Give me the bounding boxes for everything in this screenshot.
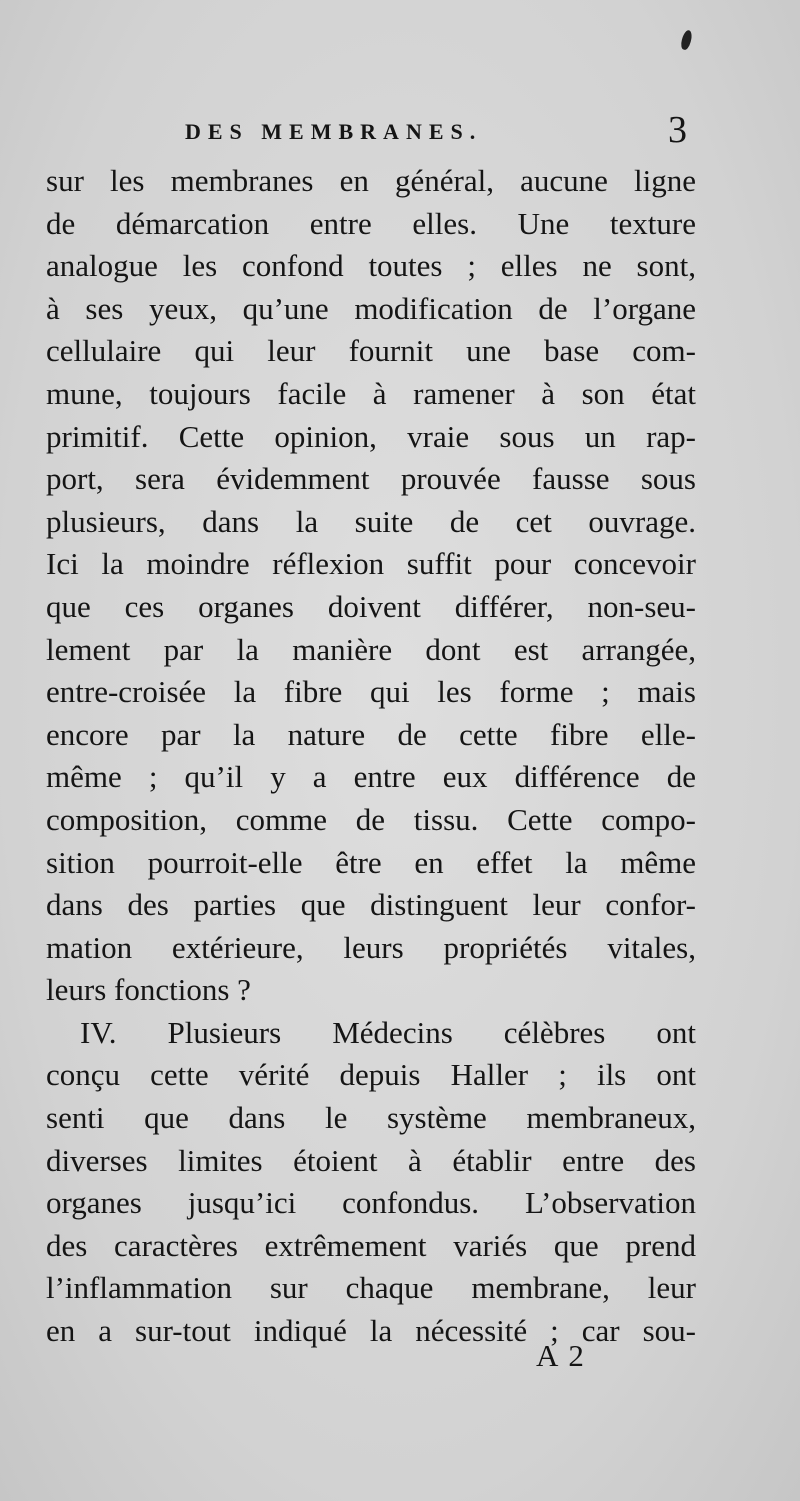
text-line: plusieurs, dans la suite de cet ouvrage. bbox=[46, 503, 696, 539]
text-line: mation extérieure, leurs propriétés vitales, bbox=[46, 929, 696, 965]
text-line: cellulaire qui leur fournit une base com- bbox=[46, 333, 696, 369]
text-line: à ses yeux, qu’une modification de l’organe bbox=[46, 290, 696, 326]
text-line: dans des parties que distinguent leur confor- bbox=[46, 887, 696, 923]
text-line: diverses limites étoient à établir entre des bbox=[46, 1142, 696, 1178]
text-line: en a sur-tout indiqué la nécessité ; car sou- bbox=[46, 1313, 696, 1349]
text-line: primitif. Cette opinion, vraie sous un rap- bbox=[46, 418, 696, 454]
text-line: sur les membranes en général, aucune ligne bbox=[46, 163, 696, 198]
ink-speck bbox=[680, 29, 694, 51]
page-number: 3 bbox=[668, 109, 687, 151]
text-line: même ; qu’il y a entre eux différence de bbox=[46, 759, 696, 795]
text-line: senti que dans le système membraneux, bbox=[46, 1100, 696, 1136]
text-line: encore par la nature de cette fibre elle- bbox=[46, 716, 696, 752]
text-line: leurs fonctions ? bbox=[46, 972, 251, 1008]
body-text bbox=[46, 160, 696, 1353]
text-line: analogue les confond toutes ; elles ne sont, bbox=[46, 248, 696, 284]
text-line: mune, toujours facile à ramener à son état bbox=[46, 375, 696, 411]
paragraph-start-line: IV. Plusieurs Médecins célèbres ont bbox=[80, 1014, 696, 1050]
text-line: de démarcation entre elles. Une texture bbox=[46, 205, 696, 241]
gathering-signature: A 2 bbox=[536, 1338, 586, 1373]
text-line: conçu cette vérité depuis Haller ; ils ont bbox=[46, 1057, 696, 1093]
text-line: l’inflammation sur chaque membrane, leur bbox=[46, 1270, 696, 1306]
text-line: entre-croisée la fibre qui les forme ; mais bbox=[46, 674, 696, 710]
text-line: des caractères extrêmement variés que prend bbox=[46, 1227, 696, 1263]
text-line: sition pourroit-elle être en effet la même bbox=[46, 844, 696, 880]
text-line: Ici la moindre réflexion suffit pour concevoir bbox=[46, 546, 696, 582]
text-line: lement par la manière dont est arrangée, bbox=[46, 631, 696, 667]
text-line: organes jusqu’ici confondus. L’observation bbox=[46, 1185, 696, 1221]
running-title: DES MEMBRANES. bbox=[185, 119, 483, 144]
text-line: port, sera évidemment prouvée fausse sous bbox=[46, 461, 696, 497]
text-line: composition, comme de tissu. Cette compo- bbox=[46, 801, 696, 837]
text-line: que ces organes doivent différer, non-seu- bbox=[46, 588, 696, 624]
